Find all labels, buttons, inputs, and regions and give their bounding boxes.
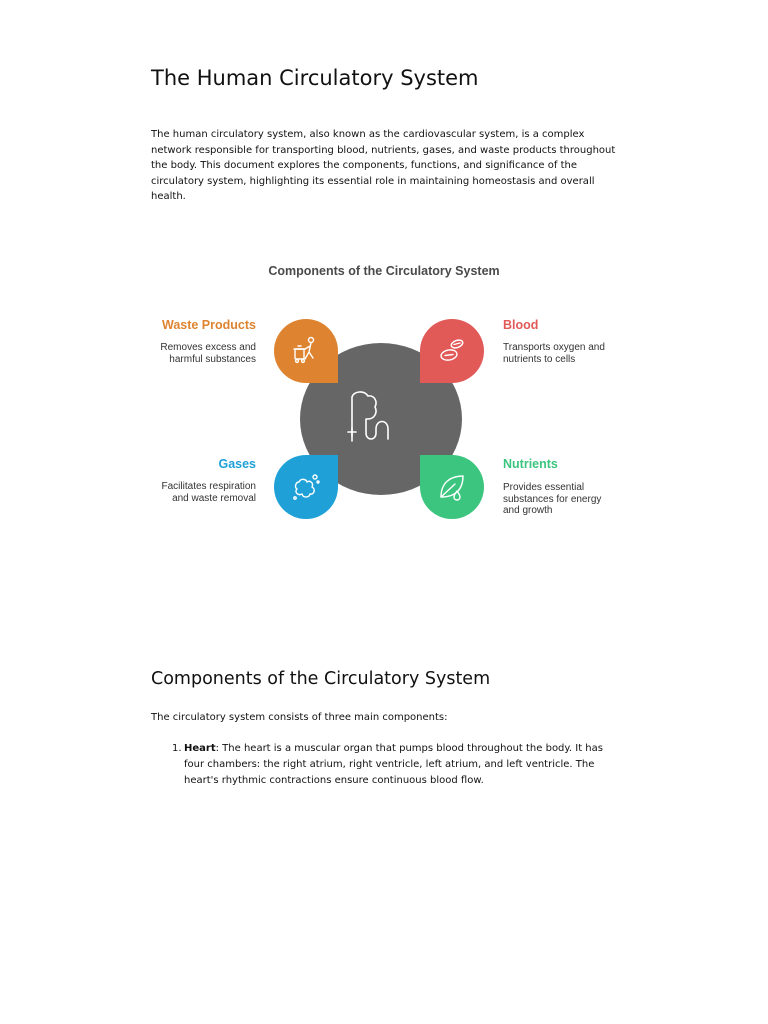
waste-products-description: Removes excess and harmful substances bbox=[160, 342, 256, 365]
leaf-droplet-icon bbox=[435, 470, 469, 504]
nutrients-petal bbox=[420, 455, 484, 519]
gases-petal bbox=[274, 455, 338, 519]
blood-cells-icon bbox=[435, 334, 469, 368]
section-heading: Components of the Circulatory System bbox=[151, 669, 491, 689]
gases-description: Facilitates respiration and waste removal bbox=[161, 481, 256, 504]
gas-cloud-icon bbox=[289, 470, 323, 504]
section-intro: The circulatory system consists of three main components: bbox=[151, 712, 448, 723]
blood-petal bbox=[420, 319, 484, 383]
list-item-text: : The heart is a muscular organ that pumps blood throughout the body. It has four chambers: the right atrium, right ventricle, left atrium, and left ventricle. The heart's rhythmic contractions ensure continuous blood flow. bbox=[184, 743, 603, 786]
circulatory-system-icon bbox=[342, 387, 416, 453]
list-item-number: 1. bbox=[172, 743, 182, 754]
waste-products-petal bbox=[274, 319, 338, 383]
intro-paragraph: The human circulatory system, also known as the cardiovascular system, is a complex network responsible for transporting blood, nutrients, gases, and waste products throughout the body. This document explores the components, functions, and significance of the circulatory system, highlighting its essential role in maintaining homeostasis and overall health. bbox=[151, 129, 616, 202]
gases-label: Gases bbox=[218, 457, 256, 471]
components-list bbox=[151, 741, 621, 789]
waste-products-label: Waste Products bbox=[161, 318, 256, 332]
person-with-trash-cart-icon bbox=[289, 334, 323, 368]
blood-label: Blood bbox=[503, 318, 539, 332]
nutrients-label: Nutrients bbox=[503, 457, 558, 471]
blood-description: Transports oxygen and nutrients to cells bbox=[503, 342, 605, 365]
list-item bbox=[151, 741, 621, 789]
nutrients-description: Provides essential substances for energy and growth bbox=[503, 482, 602, 516]
infographic-title: Components of the Circulatory System bbox=[268, 264, 500, 278]
list-item-term: Heart bbox=[184, 743, 216, 754]
page-title: The Human Circulatory System bbox=[151, 66, 479, 90]
components-infographic bbox=[0, 255, 768, 545]
